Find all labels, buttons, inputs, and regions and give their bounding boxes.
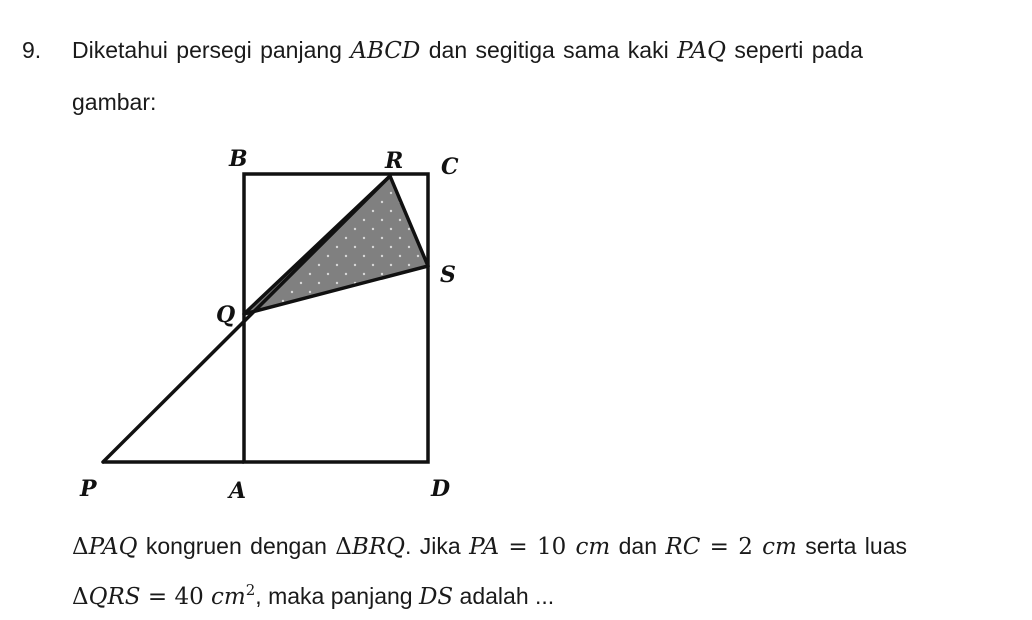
line-PR — [103, 176, 390, 462]
unit-cm: cm — [211, 584, 246, 610]
condition-text-4: serta luas — [796, 533, 907, 559]
problem-intro-line-2: gambar: — [72, 89, 157, 115]
unit-cm: cm — [575, 534, 611, 560]
label-B: B — [229, 146, 248, 172]
segment-PA: PA — [469, 534, 500, 560]
delta-symbol: Δ — [72, 534, 89, 560]
question-line — [72, 582, 554, 611]
intro-text-1: Diketahui persegi panjang — [72, 37, 351, 63]
question-text-1: , maka panjang — [255, 583, 419, 609]
unit-cm: cm — [762, 534, 797, 560]
equals-value-1: = 10 — [499, 534, 576, 560]
label-D: D — [431, 476, 451, 502]
equals-area: = 40 — [140, 584, 212, 610]
equals-value-2: = 2 — [700, 534, 763, 560]
triangle-PAQ: PAQ — [88, 534, 138, 560]
intro-text-3: seperti pada — [725, 37, 863, 63]
triangle-name: PAQ — [677, 38, 726, 64]
label-C: C — [441, 154, 459, 180]
label-A: A — [229, 478, 247, 504]
problem-number: 9. — [22, 37, 42, 63]
intro-text-2: dan segitiga sama kaki — [420, 37, 678, 63]
delta-symbol: Δ — [72, 584, 89, 610]
segment-DS: DS — [418, 584, 454, 610]
exponent: 2 — [245, 581, 256, 599]
rectangle-name: ABCD — [350, 38, 421, 64]
condition-line — [72, 532, 907, 561]
triangle-BRQ: BRQ — [351, 534, 405, 560]
condition-text-2: . Jika — [405, 533, 470, 559]
condition-text-3: dan — [610, 533, 666, 559]
triangle-QRS: QRS — [88, 584, 141, 610]
question-text-2: adalah ... — [453, 583, 555, 609]
label-Q: Q — [216, 302, 236, 328]
segment-RC: RC — [665, 534, 701, 560]
delta-symbol: Δ — [335, 534, 352, 560]
label-P: P — [80, 476, 97, 502]
label-R: R — [385, 148, 404, 174]
condition-text-1: kongruen dengan — [137, 533, 336, 559]
label-S: S — [440, 262, 456, 288]
